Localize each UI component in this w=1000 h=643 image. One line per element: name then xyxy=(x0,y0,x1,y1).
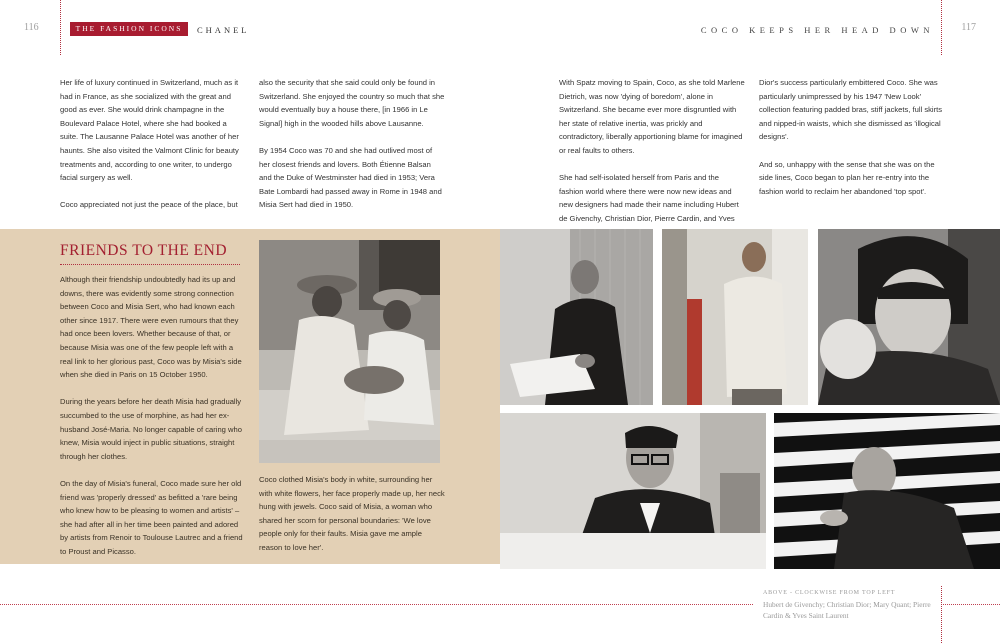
caption-text: Hubert de Givenchy; Christian Dior; Mary Quant; Pierre Cardin & Yves Saint Laurent xyxy=(763,600,931,620)
paragraph: She had self-isolated herself from Paris and the fashion world where there were now new ideas and new designers had made their name including Hubert de Givenchy, Christian Dior, Pierre Cardin, and Yves xyxy=(559,173,739,223)
mary-quant-photo xyxy=(818,229,1000,405)
paragraph: With Spatz moving to Spain, Coco, as she told Marlene Dietrich, was now 'dying of boredom', alone in Switzerland. She became ever more disgruntled with her state of relative inertia, was prickly and contradictory, liberally apportioning blame for imagined or real faults to others. xyxy=(559,78,745,155)
title-underline xyxy=(60,264,240,265)
brand-name: CHANEL xyxy=(197,25,250,35)
paragraph: By 1954 Coco was 70 and she had outlived most of her closest friends and lovers. Both Étienne Balsan and the Duke of Westminster had died in 1953; Vera Bate Lombardi had passed away in Rome in 1948 and Misia Sert had died in 1950. xyxy=(259,145,442,210)
top-left-column-1 xyxy=(60,76,246,226)
caption-divider xyxy=(941,586,942,643)
caption-label: ABOVE - CLOCKWISE FROM TOP LEFT xyxy=(763,590,896,596)
right-page-number: 117 xyxy=(961,22,976,33)
paragraph: Dior's success particularly embittered Coco. She was particularly unimpressed by his 1947 'New Look' collection featuring padded bras, stiff jackets, full skirts and nipped-in waists, which she dismissed as 'illogical designs'. xyxy=(759,78,943,142)
hubert-de-givenchy-photo xyxy=(662,229,808,405)
paragraph: Coco appreciated not just the peace of the place, but xyxy=(60,200,238,210)
yves-saint-laurent-photo xyxy=(500,413,766,569)
top-right-column-2 xyxy=(759,76,943,212)
paragraph: Her life of luxury continued in Switzerland, much as it had in France, as she socialized with the great and good as ever. She would drink champagne in the Boulevard Palace Hotel, where she had booked a suite. The Lausanne Palace Hotel was another of her haunts. She also visited the Valmont Clinic for beauty treatments and, according to one writer, to undergo facial surgery as well. xyxy=(60,78,239,183)
left-page-number: 116 xyxy=(24,22,39,33)
christian-dior-photo xyxy=(500,229,653,405)
top-right-column-1 xyxy=(559,76,745,253)
section-tag: THE FASHION ICONS xyxy=(70,22,188,36)
top-left-divider xyxy=(60,0,61,55)
paragraph: Although their friendship undoubtedly had its up and downs, there was evidently some strong connection between Coco and Misia Sert, who had known each other since 1917. There were even rumours that they had once been lovers. Whether because of that, or because Misia was one of the few people left with a real link to her glorious past, Coco was by Misia's side when she died in Paris on 15 October 1950. xyxy=(60,275,242,380)
pierre-cardin-photo xyxy=(774,413,1000,569)
paragraph: During the years before her death Misia had gradually succumbed to the use of morphine, as had her ex-husband José-Maria. No longer capable of caring who knew, Misia would inject in public situations, straight through her clothes. xyxy=(60,397,242,461)
bottom-rule-right xyxy=(941,604,1000,605)
sidebar-title: FRIENDS TO THE END xyxy=(60,242,228,259)
sidebar-column-1 xyxy=(60,273,246,572)
chapter-title: COCO KEEPS HER HEAD DOWN xyxy=(700,25,934,35)
photo-caption xyxy=(763,590,933,621)
top-right-divider xyxy=(941,0,942,55)
paragraph: And so, unhappy with the sense that she was on the side lines, Coco began to plan her re-entry into the fashion world to reclaim her abandoned 'top spot'. xyxy=(759,159,935,196)
coco-misia-photo xyxy=(259,240,440,463)
paragraph: Coco clothed Misia's body in white, surrounding her with white flowers, her face properly made up, her neck hung with jewels. Coco said of Misia, a woman who shared her scorn for personal boundaries: 'We love people only for their faults. Misia gave me ample reason to love her'. xyxy=(259,475,445,552)
paragraph: On the day of Misia's funeral, Coco made sure her old friend was 'properly dressed' as befitted a 'rare being who knew how to be pleasing to women and artists' – she had after all in her time been painted and adored by artists from Renoir to Toulouse Lautrec and a friend to Proust and Picasso. xyxy=(60,478,243,556)
paragraph: also the security that she said could only be found in Switzerland. She enjoyed the country so much that she would eventually buy a house there, [in 1966 in Le Signal] high in the wooded hills above Lausanne. xyxy=(259,78,445,128)
top-left-column-2 xyxy=(259,76,445,226)
bottom-rule-left xyxy=(0,604,753,605)
sidebar-column-2 xyxy=(259,473,445,568)
